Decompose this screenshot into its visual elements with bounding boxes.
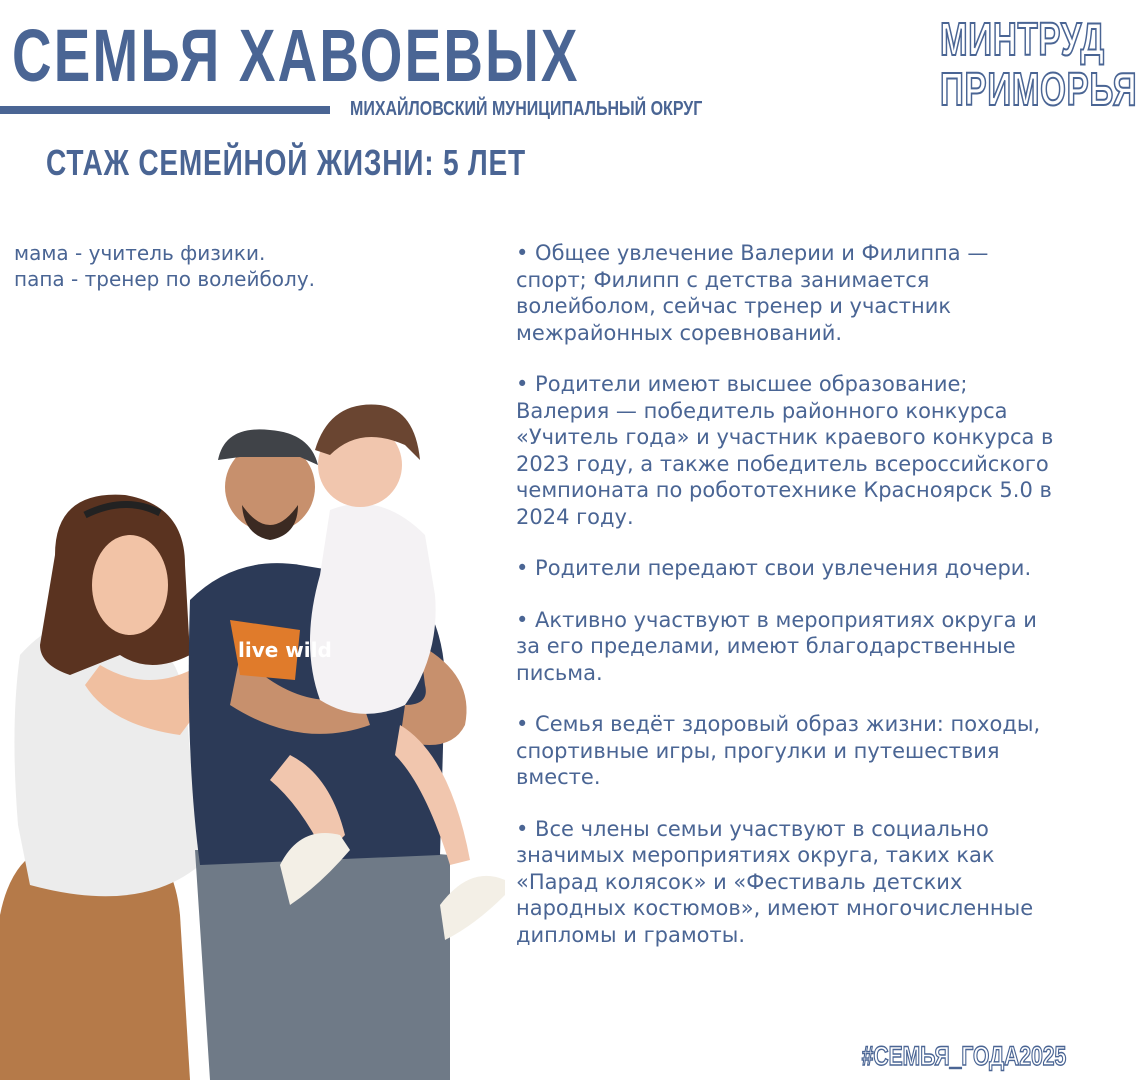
marriage-tenure-heading: СТАЖ СЕМЕЙНОЙ ЖИЗНИ: 5 ЛЕТ bbox=[46, 142, 526, 183]
family-roles bbox=[14, 240, 315, 292]
ministry-logo bbox=[891, 13, 1137, 115]
logo-line-2: ПРИМОРЬЯ bbox=[940, 63, 1137, 115]
fact-item: • Все члены семьи участвуют в социально значимых мероприятиях округа, таких как «Парад колясок» и «Фестиваль детских народных костюмов», имеют многочисленные дипломы и грамоты. bbox=[516, 816, 1034, 947]
fact-item: • Семья ведёт здоровый образ жизни: походы, спортивные игры, прогулки и путешествия вместе. bbox=[516, 712, 1041, 789]
district-label: МИХАЙЛОВСКИЙ МУНИЦИПАЛЬНЫЙ ОКРУГ bbox=[350, 98, 703, 120]
page-title: СЕМЬЯ ХАВОЕВЫХ bbox=[12, 14, 580, 97]
family-photo bbox=[0, 395, 520, 1080]
fact-item: • Родители передают свои увлечения дочери. bbox=[516, 556, 1032, 580]
shirt-print-text: live wild bbox=[238, 638, 332, 662]
mother-figure bbox=[0, 495, 210, 1080]
role-mother: мама - учитель физики. bbox=[14, 241, 266, 265]
fact-item: • Активно участвуют в мероприятиях округа и за его пределами, имеют благодарственные письма. bbox=[516, 607, 1037, 685]
family-facts-list bbox=[516, 240, 1064, 973]
fact-item: • Общее увлечение Валерии и Филиппа — спорт; Филипп с детства занимается волейболом, сейчас тренер и участник межрайонных соревнований. bbox=[516, 241, 989, 345]
fact-item: • Родители имеют высшее образование; Валерия — победитель районного конкурса «Учитель года» и участник краевого конкурса в 2023 году, а также победитель всероссийского чемпионата по робототехнике Красноярск 5.0 в 2024 году. bbox=[516, 372, 1054, 529]
role-father: папа - тренер по волейболу. bbox=[14, 267, 316, 291]
logo-line-1: МИНТРУД bbox=[940, 13, 1105, 65]
hashtag-label: #СЕМЬЯ_ГОДА2025 bbox=[861, 1041, 1066, 1071]
title-underline bbox=[0, 106, 330, 114]
